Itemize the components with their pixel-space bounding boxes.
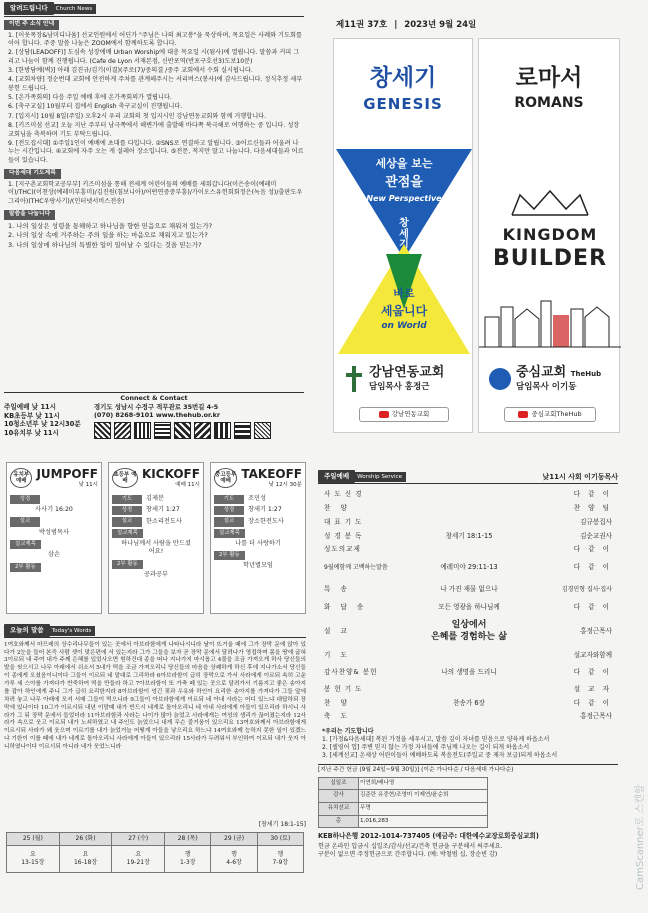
- worship-detail: 창세기 18:1-15: [445, 531, 493, 540]
- field-value: 박성범목사: [39, 528, 69, 536]
- qr-code-icon[interactable]: [194, 422, 211, 439]
- genesis-tri-line3: New Perspective: [366, 194, 442, 203]
- announcement-item: 3. [한방담예(벽)] 아래 김진규/김기(이결)(주로(7)/중의결 /중주 교회에서 수회 실시됩니다.: [8, 67, 253, 75]
- announcement-item: 5. [온가족회의] 다음 주일 예배 후에 온가족회의가 열립니다.: [8, 94, 172, 102]
- contact-box: [4, 392, 304, 448]
- scripture-reference: [창세기 18:1-15]: [258, 820, 306, 828]
- worship-item: 화 답 송: [324, 603, 368, 612]
- contact-service-time: 10청소년부 낮 12시30분: [4, 420, 81, 429]
- youth-tag: 유치부 예배: [10, 468, 32, 488]
- field-label: 2부 활동: [10, 563, 41, 572]
- crown-icon: [510, 189, 590, 219]
- field-label: 2부 활동: [112, 560, 143, 569]
- offering-table: [318, 777, 488, 828]
- worship-row: [324, 488, 612, 502]
- genesis-tri-line1: 세상을 보는: [375, 157, 433, 170]
- youth-tag: 초등부 예배: [112, 468, 138, 488]
- reading-schedule: [6, 832, 304, 873]
- todays-word-header: [4, 624, 306, 638]
- field-value: 하나님께서 사람을 만드셨어요!: [121, 539, 191, 556]
- schedule-day: 27 (수): [112, 833, 165, 846]
- cross-logo-icon: [344, 366, 364, 392]
- reading-schedule-table: [6, 832, 304, 873]
- schedule-day: 29 (금): [211, 833, 257, 846]
- field-label: 설교: [214, 517, 244, 526]
- worship-item: 봉헌기도: [324, 684, 366, 693]
- qr-code-icon[interactable]: [174, 422, 191, 439]
- worship-tab: 주일예배: [318, 470, 355, 483]
- sermon-title: [394, 620, 544, 643]
- cityscape-graphic: [479, 289, 621, 349]
- worship-section: [318, 470, 618, 859]
- worship-item: 찬 양: [324, 504, 351, 513]
- worship-row: [324, 543, 612, 557]
- announcements-section1-title: 이번 주 소식 안내: [4, 20, 59, 30]
- contact-service-time: KB초등부 낮 11시: [4, 411, 60, 420]
- field-value: 창세기 1:27: [248, 506, 282, 514]
- worship-leader: 다 같 이: [573, 698, 612, 707]
- worship-leader: 찬 양 팀: [573, 504, 612, 513]
- field-value: 장소한전도사: [248, 517, 284, 525]
- qr-code-icon[interactable]: [134, 422, 151, 439]
- pray-section-title: 다음세대 기도제목: [4, 169, 61, 179]
- schedule-chapters: 7-9장: [272, 859, 289, 867]
- worship-leader: 홍정근목사: [580, 712, 612, 721]
- genesis-button-label: 강남연동교회: [391, 410, 430, 419]
- romans-church-en: TheHub: [570, 370, 602, 378]
- romans-church-name: 중심교회: [516, 365, 567, 380]
- worship-row: [324, 710, 612, 724]
- youth-time: 낮 12시 30분: [268, 482, 302, 489]
- announcement-item: 7. [입지시] 10월 8일(주일) 오후2시 우리 교회의 첫 입지시인 강남연동교회와 함께 거행합니다.: [8, 112, 267, 120]
- worship-row: [324, 601, 612, 615]
- youth-card-kickoff: [108, 462, 204, 614]
- offering-key: 감사: [319, 790, 359, 803]
- schedule-day: 26 (화): [59, 833, 112, 846]
- issue-date: 2023년 9월 24일: [404, 20, 477, 30]
- sermon-title-line2: 은혜를 경험하는 삶: [431, 631, 507, 642]
- announcements-tab-en: Church News: [52, 4, 97, 14]
- todays-word-tab-en: Today's Words: [48, 626, 96, 636]
- share-item: 2. 나의 일상 속에 거주하는 주의 일을 하는 마음으로 채워지고 있는가?: [8, 231, 208, 240]
- offering-title: [지난 주간 헌금 (9월 24일~9월 30일)] (이순 가나다순 / 다음세대 가나다순): [318, 764, 618, 775]
- announcements-section: [4, 2, 304, 251]
- contact-phone-web: (070) 8268-9101 www.thehub.or.kr: [94, 411, 221, 420]
- worship-leader: 설교자와함께: [573, 651, 612, 659]
- field-value: 나를 더 사랑하기: [235, 539, 281, 547]
- offering-value: 1,016,283: [359, 815, 488, 828]
- worship-time: 낮11시 사회 이기동목사: [542, 473, 618, 482]
- prayer-item: 2. [셀영어 업] 주변 믿지 않는 가정 자녀들에 주님께 나오는 길이 되게 하옵소서: [322, 743, 530, 751]
- announcement-list: [4, 32, 304, 165]
- announcement-item: 1. [이웃목장&남미디나움] 선교인원에서 어딘가 "주님은 나의 최고봉"을 묵상하며, 목요일은 사례와 기도회를 이어 합니다. 주중 말씀 나눔은 ZOOM에서 함께하도록 합니다.: [8, 31, 302, 47]
- field-label: 성경: [10, 495, 40, 504]
- schedule-book: 요: [29, 851, 36, 859]
- worship-detail: 모든 영광을 하나님께: [438, 603, 500, 612]
- bank-account: KEB하나은행 2012-1014-737405 (예금주: 대한예수교장로회중심교회): [318, 832, 539, 841]
- schedule-day: 30 (토): [257, 833, 303, 846]
- field-value: 사사기 16:20: [35, 505, 73, 513]
- genesis-tri-bottom3: on World: [381, 321, 427, 331]
- worship-item: 설 교: [324, 627, 351, 636]
- prayer-block: [318, 728, 618, 760]
- worship-leader: 다 같 이: [573, 667, 612, 676]
- qr-code-icon[interactable]: [254, 422, 271, 439]
- field-label: 기도: [214, 495, 244, 504]
- worship-item: 9월예함께 고백하는말씀: [324, 563, 388, 571]
- todays-word-section: [4, 624, 306, 829]
- worship-detail: 나의 생명을 드리니: [441, 667, 497, 676]
- schedule-book: 행: [277, 851, 284, 859]
- worship-leader: 다 같 이: [573, 563, 612, 572]
- romans-title-en: ROMANS: [514, 95, 584, 112]
- share-item: 3. 나의 일상에 하나님의 특별한 일이 일어날 수 있다는 것을 믿는가?: [8, 241, 202, 250]
- romans-youtube-button[interactable]: [504, 407, 596, 422]
- sermon-title-line1: 일상에서: [451, 619, 487, 630]
- field-value: 창세기 1:27: [146, 506, 180, 514]
- worship-item: 감사찬양& 봉헌: [324, 667, 378, 676]
- contact-address: 경기도 성남시 수정구 적무관로 35번길 4-5: [94, 402, 219, 411]
- youth-time: 예배 11시: [175, 482, 200, 489]
- hub-logo-icon: [489, 368, 511, 390]
- schedule-chapters: 19-21장: [126, 859, 150, 867]
- genesis-tri-bottom1: 바로: [393, 287, 415, 300]
- field-label: 2부 활동: [214, 551, 245, 560]
- field-label: 설교제목: [10, 540, 41, 549]
- offering-value: 김준란 유중현/조영미 이제연/윤순희: [359, 790, 488, 803]
- worship-row: [324, 529, 612, 543]
- qr-code-row: [94, 422, 304, 439]
- genesis-tri-bottom2: 세웁니다: [380, 304, 428, 318]
- schedule-chapters: 13-15장: [21, 859, 45, 867]
- field-value: 공과공부: [144, 570, 168, 578]
- announcement-item: 8. [키즈미섬 선교] 오늘 지난 주부터 남극쪽에서 해변가에 출발해 바다쪽 북극해로 여행하는 중 입니다. 성장교회님을 축복하며 기도 부탁드립니다.: [8, 122, 300, 138]
- worship-row: [324, 515, 612, 529]
- worship-header: [318, 470, 618, 484]
- genesis-church-block: [344, 364, 469, 393]
- worship-item: 대표기도: [324, 517, 366, 526]
- schedule-chapters: 1-3장: [179, 859, 196, 867]
- offering-value: 무명: [359, 803, 488, 816]
- bank-note: 구분이 없으면 주정헌금으로 간주합니다. (예: 박철범 십, 장순빈 감): [318, 851, 498, 859]
- offering-value: 이연희/배나영: [359, 777, 488, 790]
- worship-leader: 홍정근목사: [580, 627, 612, 636]
- worship-item: 사도신경: [324, 490, 366, 499]
- field-value: 삼손: [48, 551, 60, 559]
- share-section-title: 말씀을 나눕니다: [4, 210, 55, 220]
- worship-row: [324, 615, 612, 649]
- share-item: 1. 나의 일상은 성령을 통해하고 하나님을 향한 믿음으로 채워져 있는가?: [8, 221, 213, 230]
- genesis-title-ko: 창세기: [369, 65, 437, 91]
- scripture-body: 1여호와께서 마므레의 상수리나무들이 있는 곳에서 아브라함에게 나타나시니라 날이 뜨거울 때에 그가 장막 문에 앉아 있다가 2눈을 들어 본즉 사람 셋이 맞은편에 서 있는지라 그가 그들을 보자 곧 장막 문에서 달려나가 영접하며 몸을 땅에 굽혀 3이르되 내 주여 내가 주께 은혜를 입었사오면 원하건대 종을 떠나 지나가지 마시옵고 4물을 조금 가져오게 하사 당신들의 발을 씻으시고 나무 아래에서 쉬소서 5내가 떡을 조금 가져오리니 당신들의 마음을 상쾌하게 하신 후에 지나가소서 당신들이 종에게 오셨음이니이다 그들이 이르되 네 말대로 그리하라 6아브라함이 급히 장막으로 가서 사라에게 이르되 속히 고운 가루 세 스아를 가져다가 반죽하여 떡을 만들라 하고 7아브라함이 또 가축 떼 있는 곳으로 달려가서 기름지고 좋은 송아지를 잡아 하인에게 주니 그가 급히 요리한지라 8아브라함이 엉긴 젖과 우유와 하인이 요리한 송아지를 가져다가 그들 앞에 차려 놓고 나무 아래에 모셔 서매 그들이 먹으니라 9그들이 아브라함에게 이르되 네 아내 사라는 어디 있느냐 대답하되 장막에 있나이다 10그가 이르시되 내년 이맘때 내가 반드시 네게로 돌아오리니 네 아내 사라에게 아들이 있으리라 하시니 사라가 그 뒤 장막 문에서 들었더라 11아브라함과 사라는 나이가 많아 늙었고 사라에게는 여성의 생리가 끊어졌는지라 12사라가 속으로 웃고 이르되 내가 노쇠하였고 내 주인도 늙었으니 내게 무슨 즐거움이 있으리요 13여호와께서 아브라함에게 이르시되 사라가 왜 웃으며 이르기를 내가 늙었거늘 어떻게 아들을 낳으리요 하느냐 14여호와께 능하지 못한 일이 있겠느냐 기한이 이를 때에 내가 네게로 돌아오리니 사라에게 아들이 있으리라 15사라가 두려워서 부인하여 이르되 내가 웃지 아니하였나이다 이르시되 아니라 네가 웃었느니라: [4, 641, 306, 750]
- announcements-header: [4, 2, 304, 17]
- genesis-title-en: GENESIS: [363, 95, 443, 114]
- romans-button-label: 중심교회TheHub: [531, 410, 582, 419]
- schedule-book: 요: [135, 851, 142, 859]
- genesis-tri-mid: 창세기: [399, 218, 409, 250]
- share-list: [4, 222, 304, 250]
- kingdom-word: KINGDOM: [502, 225, 598, 244]
- worship-leader: 김경민형 집사·집사: [561, 585, 612, 593]
- announcement-item: 4. [교회차량] 정순번대 교회에 안전하게 주차를 관계해주시는 서리버스(봉사)에 감사드립니다. 정식추정 세부 봉헌 드립니다.: [8, 76, 303, 92]
- romans-church-block: [489, 364, 617, 393]
- pray-item: 1. [지구촌교회학교공부부] 키즈미섬을 통해 전세계 어린이들의 예배를 세워갑니다(이은송이(예레미 이)/THC)(이천상(예레미부흥미)/김진원(침보니아)/어떤연중중부흥)/가이오스유헌회회정은(녹음 성)/출판도우그리아)(THC우랑사기)/(인터넷서비스전송): [8, 180, 303, 205]
- worship-detail: 찬송가 6장: [453, 698, 485, 707]
- announcement-item: 6. [축구교실] 10월부터 집에서 English 축구교실이 진행됩니다.: [8, 103, 183, 111]
- worship-leader: 김순교권사: [580, 531, 612, 540]
- builder-word: BUILDER: [492, 246, 608, 271]
- worship-leader: 설 교 자: [573, 684, 612, 693]
- announcements-tab: 알려드립니다: [4, 2, 54, 15]
- schedule-chapters: 16-18장: [73, 859, 98, 867]
- youth-time: 낮 11시: [78, 482, 98, 489]
- genesis-cover: [333, 38, 473, 433]
- field-value: 한소리전도사: [146, 517, 182, 525]
- offering-key: 유치선교: [319, 803, 359, 816]
- scanner-watermark: CamScanner로 스캔함: [635, 784, 646, 890]
- field-value: 학년별모임: [243, 562, 273, 570]
- youth-name: TAKEOFF: [241, 467, 302, 481]
- youth-name: KICKOFF: [142, 467, 200, 481]
- offering-key: 십일조: [319, 777, 359, 790]
- qr-code-icon[interactable]: [154, 422, 171, 439]
- prayer-item: 1. [가정&다음세대] 복된 가정을 세우시고, 말씀 깊이 자녀를 믿음으로 양육케 하옵소서: [322, 735, 550, 743]
- contact-service-time: 10유치부 낮 11시: [4, 429, 59, 438]
- announcement-item: 9. [전도집시대] ①주일1인이 예배에 초대를 다입니다. ②SNS로 연결하고 알립니다. ③어르신들과 어울려 나누는 시간입니다. ④교회에 자주 오는 게 설레어 장소입니다. ⑤전문, 적지만 말고 나눕니다. 다음세대들과 어르들이 있습니다.: [8, 139, 304, 164]
- schedule-day: 28 (목): [165, 833, 211, 846]
- worship-tab-en: Worship Service: [353, 472, 406, 482]
- worship-leader: 김규봉집사: [580, 517, 612, 526]
- worship-order: [318, 488, 618, 724]
- schedule-book: 행: [184, 851, 191, 859]
- worship-row: [324, 662, 612, 682]
- offering-key: 총: [319, 815, 359, 828]
- qr-code-icon[interactable]: [94, 422, 111, 439]
- worship-item: 축 도: [324, 712, 351, 721]
- worship-detail: 나 가진 재물 없으나: [440, 585, 498, 594]
- prayer-title: *우리는 기도합니다: [322, 727, 374, 735]
- youth-tag: 중고등부 예배: [214, 468, 237, 488]
- worship-item: 성도의교제: [324, 545, 361, 554]
- youtube-icon: [518, 411, 528, 418]
- field-label: 기도: [112, 495, 142, 504]
- qr-code-icon[interactable]: [214, 422, 231, 439]
- contact-title: Connect & Contact: [120, 394, 188, 402]
- worship-row: [324, 649, 612, 663]
- worship-item: 특 송: [324, 585, 351, 594]
- qr-code-icon[interactable]: [234, 422, 251, 439]
- schedule-chapters: 4-6장: [226, 859, 242, 867]
- field-label: 설교: [10, 517, 40, 526]
- cover-header: 제11권 37호 | 2023년 9월 24일: [336, 20, 477, 30]
- field-label: 설교: [112, 517, 142, 526]
- prayer-item: 3. [세계선교] 온세상 어린이들이 예배하도록 복음전도(주일교 중 제자 보급)되게 하옵소서: [322, 752, 558, 760]
- romans-title-ko: 로마서: [515, 65, 583, 91]
- genesis-pastor: 담임목사 홍정근: [369, 381, 430, 392]
- bank-note: 헌금 온라인 입금시 십일조/감사/선교/건축 헌금을 구분해서 써주세요.: [318, 843, 503, 850]
- schedule-book: 요: [82, 851, 89, 859]
- field-label: 설교제목: [112, 529, 143, 538]
- schedule-day: 25 (월): [7, 833, 60, 846]
- field-label: 성경: [214, 506, 244, 515]
- romans-pastor: 담임목사 이기동: [516, 381, 577, 392]
- youth-card-jumpoff: [6, 462, 102, 614]
- genesis-youtube-button[interactable]: [359, 407, 449, 422]
- field-label: 성경: [112, 506, 142, 515]
- todays-word-tab: 오늘의 말씀: [4, 624, 50, 637]
- youth-name: JUMPOFF: [36, 467, 98, 481]
- worship-row: [324, 579, 612, 601]
- announcement-item: 2. [상담(LEADOFF)] 도심속 성장에배 Urban Worship에 대충 목요일 시(됨사)에 열립니다. 말씀과 커피 그리고 나눔이 함께 진행됩니다. (Cafe de Lyon 서재본점, 신반포역(반포구호선3)도보10분): [8, 49, 300, 65]
- romans-cover: [478, 38, 620, 433]
- genesis-church-name: 강남연동교회: [369, 365, 445, 380]
- contact-service-time: 주일예배 낮 11시: [4, 402, 56, 411]
- worship-item: 기 도: [324, 651, 351, 659]
- genesis-tri-line2: 관점을: [385, 175, 423, 190]
- worship-row: [324, 557, 612, 579]
- youtube-icon: [379, 411, 389, 418]
- field-label: 설교제목: [214, 529, 245, 538]
- worship-row: [324, 696, 612, 710]
- worship-detail: 예레미야 29:11-13: [440, 563, 498, 572]
- worship-item: 성경봉독: [324, 531, 366, 540]
- issue-number: 제11권 37호: [336, 20, 388, 30]
- worship-leader: 다 같 이: [573, 603, 612, 612]
- worship-row: [324, 682, 612, 696]
- qr-code-icon[interactable]: [114, 422, 131, 439]
- worship-leader: 다 같 이: [573, 490, 612, 499]
- worship-leader: 다 같 이: [573, 545, 612, 554]
- field-value: 김제분: [146, 495, 164, 503]
- field-value: 조민성: [248, 495, 266, 503]
- youth-card-takeoff: [210, 462, 306, 614]
- worship-row: [324, 502, 612, 516]
- schedule-book: 행: [231, 851, 237, 859]
- worship-item: 찬 양: [324, 698, 351, 707]
